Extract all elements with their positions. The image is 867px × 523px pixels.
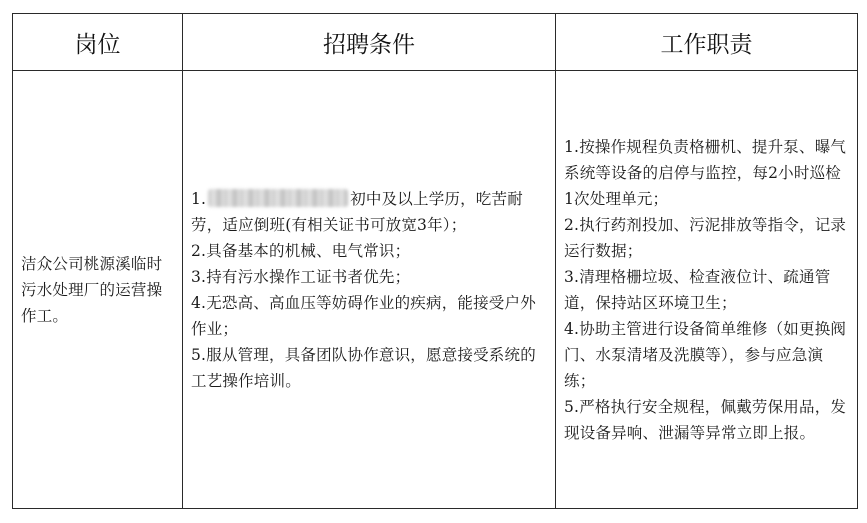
duties-list <box>564 134 851 446</box>
position-text: 洁众公司桃源溪临时污水处理厂的运营操作工。 <box>21 254 163 325</box>
duty-item: 2.执行药剂投加、污泥排放等指令，记录运行数据； <box>564 215 847 260</box>
requirement-text: 初中及以上学历，吃苦耐劳，适应倒班(有相关证书可放宽3年）； <box>191 189 523 234</box>
duties-cell <box>556 71 858 509</box>
requirement-item: 3.持有污水操作工证书者优先； <box>191 267 411 286</box>
position-cell <box>13 71 183 509</box>
header-position: 岗位 <box>13 14 183 71</box>
requirement-item: 4.无恐高、高血压等妨碍作业的疾病，能接受户外作业； <box>191 293 536 338</box>
duty-item: 5.严格执行安全规程，佩戴劳保用品，发现设备异响、泄漏等异常立即上报。 <box>564 397 847 442</box>
header-requirements: 招聘条件 <box>183 14 556 71</box>
table-row <box>13 71 858 509</box>
requirements-cell <box>183 71 556 509</box>
redacted-text <box>208 189 348 207</box>
requirement-item: 5.服从管理，具备团队协作意识，愿意接受系统的工艺操作培训。 <box>191 345 536 390</box>
table-header-row <box>13 14 858 71</box>
duty-item: 1.按操作规程负责格栅机、提升泵、曝气系统等设备的启停与监控，每2小时巡检1次处理单元； <box>564 137 847 208</box>
duty-item: 4.协助主管进行设备简单维修（如更换阀门、水泵清堵及洗膜等），参与应急演练； <box>564 319 847 390</box>
header-duties: 工作职责 <box>556 14 858 71</box>
requirement-item: 2.具备基本的机械、电气常识； <box>191 241 411 260</box>
requirement-number: 1. <box>191 189 207 208</box>
requirement-item <box>191 186 547 238</box>
job-recruitment-table <box>12 13 858 509</box>
duty-item: 3.清理格栅垃圾、检查液位计、疏通管道，保持站区环境卫生； <box>564 267 831 312</box>
requirements-list <box>191 186 547 394</box>
